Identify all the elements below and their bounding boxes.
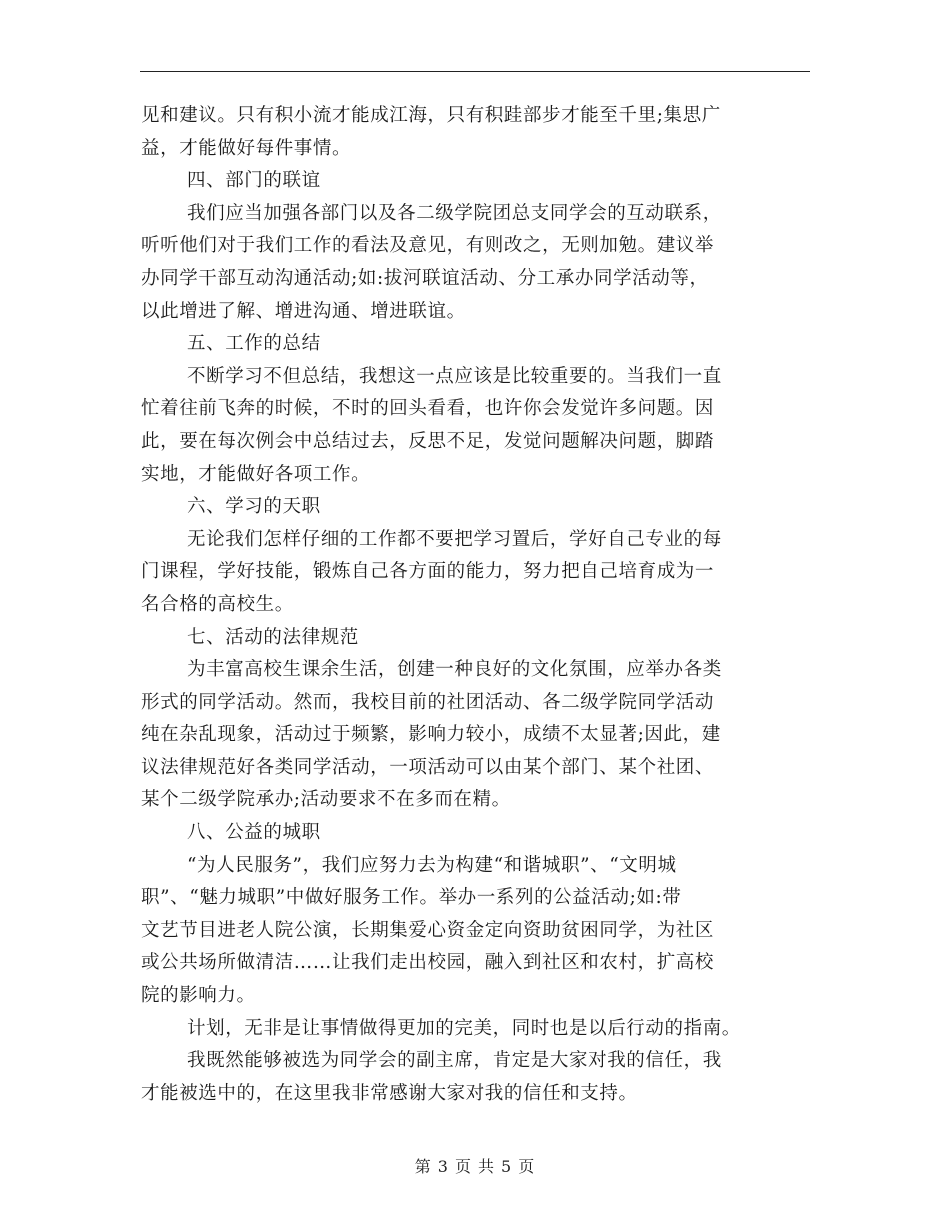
footer-total-pages: 5 [501, 1157, 513, 1176]
text-line: 忙着往前飞奔的时候，不时的回头看看，也许你会发觉许多问题。因 [141, 398, 715, 420]
text-line: 纯在杂乱现象，活动过于频繁，影响力较小，成绩不太显著;因此，建 [141, 724, 721, 746]
text-line: 六、学习的天职 [187, 496, 321, 518]
text-line: 此，要在每次例会中总结过去，反思不足，发觉问题解决问题，脚踏 [141, 430, 715, 452]
text-line: 形式的同学活动。然而，我校目前的社团活动、各二级学院同学活动 [141, 691, 715, 713]
text-line: 某个二级学院承办;活动要求不在多而在精。 [141, 789, 511, 811]
text-line: 议法律规范好各类同学活动，一项活动可以由某个部门、某个社团、 [141, 756, 715, 778]
footer-prefix: 第 [414, 1157, 432, 1176]
text-line: 职”、“魅力城职”中做好服务工作。举办一系列的公益活动;如:带 [141, 887, 682, 909]
text-line: 见和建议。只有积小流才能成江海，只有积跬部步才能至千里;集思广 [141, 105, 721, 126]
text-line: 七、活动的法律规范 [187, 626, 359, 648]
text-line: 听听他们对于我们工作的看法及意见，有则改之，无则加勉。建议举 [141, 235, 715, 257]
text-line: “为人民服务”，我们应努力去为构建“和谐城职”、“文明城 [187, 854, 677, 876]
text-line: 院的影响力。 [141, 985, 256, 1007]
text-line: 办同学干部互动沟通活动;如:拔河联谊活动、分工承办同学活动等， [141, 267, 709, 289]
footer-suffix: 页 [518, 1157, 536, 1176]
text-line: 以此增进了解、增进沟通、增进联谊。 [141, 300, 466, 322]
text-line: 门课程，学好技能，锻炼自己各方面的能力，努力把自己培育成为一 [141, 561, 715, 583]
text-line: 我们应当加强各部门以及各二级学院团总支同学会的互动联系， [187, 202, 722, 224]
text-line: 为丰富高校生课余生活，创建一种良好的文化氛围，应举办各类 [187, 659, 722, 681]
text-line: 五、工作的总结 [187, 333, 321, 355]
text-line: 不断学习不但总结，我想这一点应该是比较重要的。当我们一直 [187, 365, 722, 387]
text-line: 我既然能够被选为同学会的副主席，肯定是大家对我的信任，我 [187, 1050, 722, 1072]
page-footer [0, 1154, 950, 1177]
text-line: 或公共场所做清洁……让我们走出校园，融入到社区和农村，扩高校 [141, 952, 715, 974]
text-line: 无论我们怎样仔细的工作都不要把学习置后，学好自己专业的每 [187, 528, 722, 550]
text-line: 实地，才能做好各项工作。 [141, 463, 371, 485]
header-rule [140, 71, 810, 72]
text-line: 文艺节目进老人院公演，长期集爱心资金定向资助贫困同学，为社区 [141, 919, 715, 941]
text-line: 计划，无非是让事情做得更加的完美，同时也是以后行动的指南。 [187, 1017, 741, 1039]
text-line: 才能被选中的，在这里我非常感谢大家对我的信任和支持。 [141, 1082, 638, 1104]
footer-page-number: 3 [437, 1157, 449, 1176]
text-line: 益，才能做好每件事情。 [141, 137, 352, 159]
text-line: 名合格的高校生。 [141, 593, 294, 615]
text-line: 八、公益的城职 [187, 822, 321, 844]
document-body [141, 100, 809, 1110]
text-line: 四、部门的联谊 [187, 170, 321, 192]
footer-middle: 页 共 [454, 1157, 496, 1176]
